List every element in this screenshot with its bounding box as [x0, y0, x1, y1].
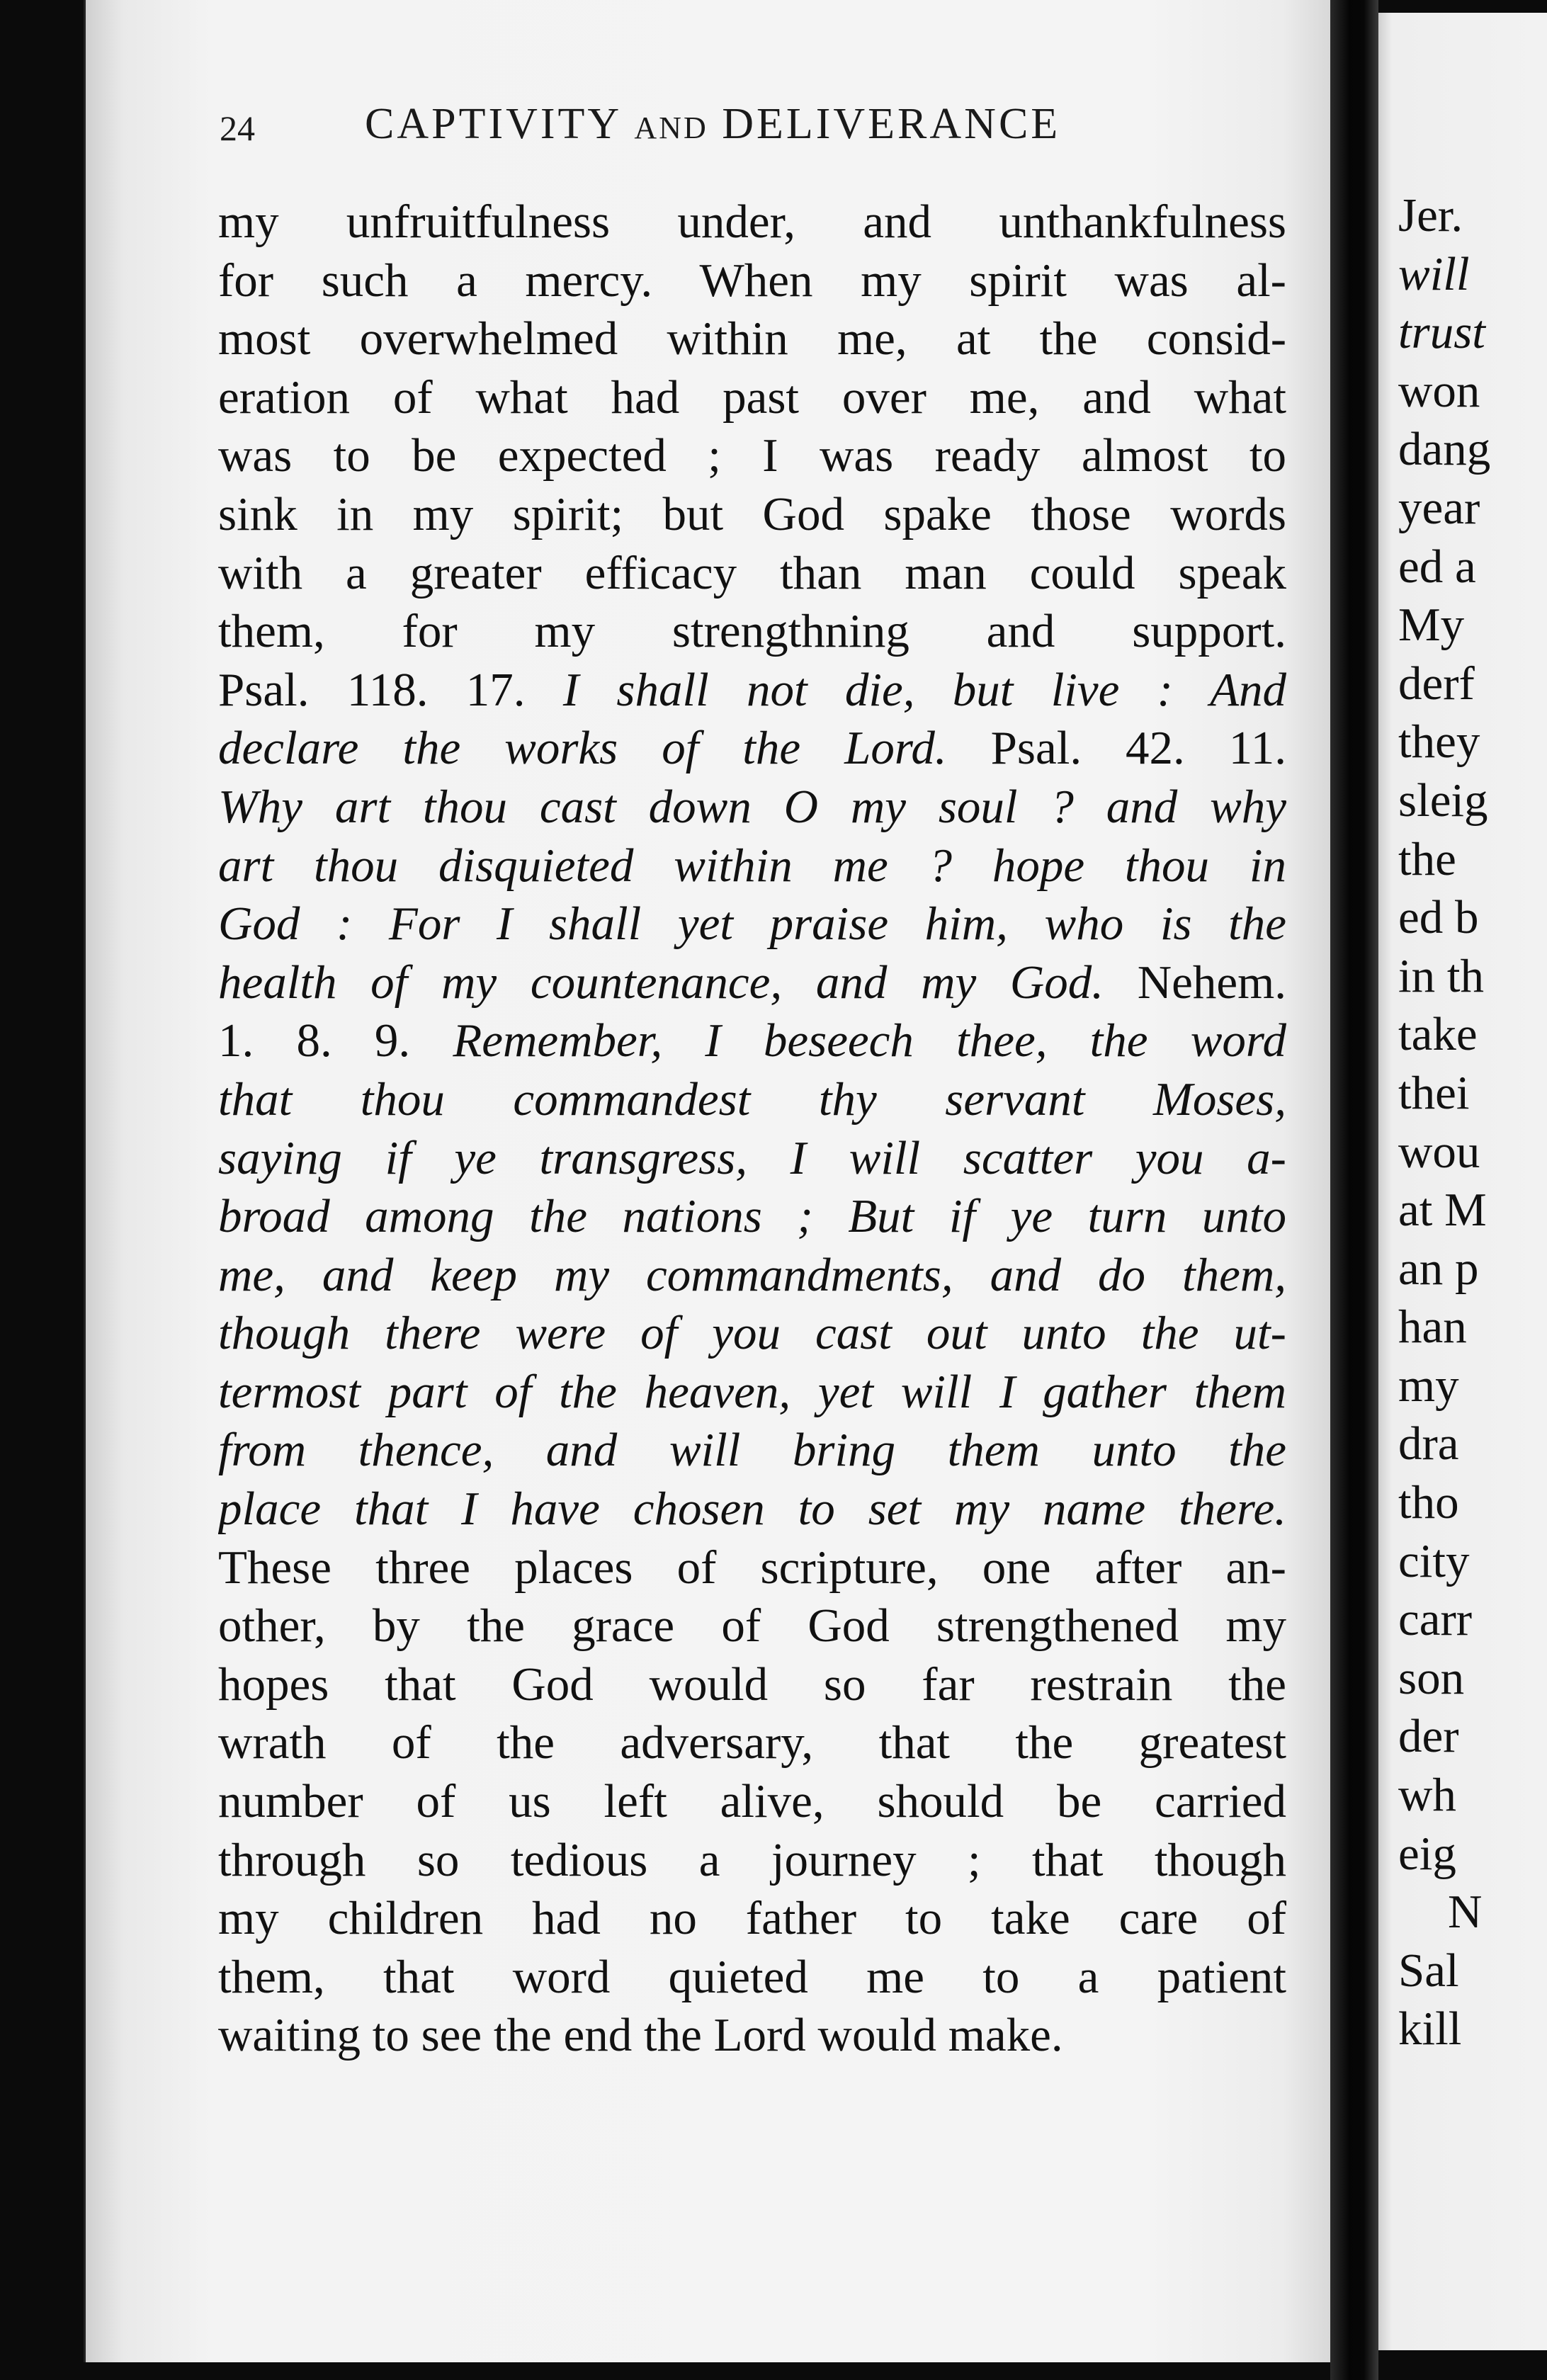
italic-text: art thou disquieted within me ? hope thou in	[218, 839, 1286, 892]
right-text-line	[1398, 1181, 1547, 1240]
right-text-line	[1398, 1883, 1547, 1942]
right-text-line	[1398, 771, 1547, 830]
text-line	[218, 1070, 1286, 1129]
text-line	[218, 251, 1286, 310]
italic-text: though there were of you cast out unto the ut-	[218, 1307, 1286, 1360]
right-text-fragment: sleig	[1398, 774, 1488, 827]
right-text-fragment: wh	[1398, 1769, 1456, 1822]
roman-text: them, that word quieted me to a patient	[218, 1950, 1286, 2003]
italic-text: I shall not die, but live : And	[562, 663, 1286, 716]
right-text-line	[1398, 888, 1547, 947]
right-text-fragment: city	[1398, 1534, 1470, 1587]
roman-text: other, by the grace of God strengthened my	[218, 1599, 1286, 1653]
text-line	[218, 1889, 1286, 1948]
italic-text: declare the works of the Lord.	[218, 722, 947, 775]
right-text-line	[1398, 1123, 1547, 1182]
roman-text: sink in my spirit; but God spake those words	[218, 487, 1286, 540]
right-text-fragment: in th	[1398, 949, 1484, 1002]
right-text-fragment: the	[1398, 832, 1456, 885]
right-text-line	[1398, 654, 1547, 713]
text-line	[218, 1538, 1286, 1597]
roman-text: These three places of scripture, one after an-	[218, 1541, 1286, 1594]
right-text-fragment: take	[1398, 1008, 1478, 1061]
right-text-fragment: my	[1398, 1359, 1459, 1412]
right-text-line	[1398, 1240, 1547, 1298]
right-text-fragment: kill	[1398, 2002, 1462, 2056]
right-text-fragment: an p	[1398, 1242, 1479, 1295]
right-text-fragment: ed b	[1398, 891, 1479, 944]
roman-text: hopes that God would so far restrain the	[218, 1658, 1286, 1711]
italic-text: Remember, I beseech thee, the word	[453, 1014, 1286, 1067]
text-line	[218, 953, 1286, 1012]
right-text-line	[1398, 1356, 1547, 1415]
italic-text: from thence, and will bring them unto the	[218, 1424, 1286, 1477]
right-text-line	[1398, 538, 1547, 596]
right-text-line	[1398, 1005, 1547, 1064]
right-text-line	[1398, 1298, 1547, 1356]
right-text-fragment: wou	[1398, 1125, 1480, 1178]
right-text-fragment: dang	[1398, 423, 1491, 476]
italic-text: place that I have chosen to set my name there.	[218, 1483, 1286, 1536]
roman-text: my children had no father to take care of	[218, 1892, 1286, 1945]
right-text-fragment: Jer.	[1398, 189, 1463, 242]
roman-text: waiting to see the end the Lord would make.	[218, 2009, 1063, 2062]
italic-text: Why art thou cast down O my soul ? and why	[218, 780, 1286, 833]
roman-text: was to be expected ; I was ready almost to	[218, 429, 1286, 482]
text-line	[218, 1948, 1286, 2007]
text-line	[218, 485, 1286, 544]
right-text-line	[1398, 1649, 1547, 1708]
right-text-fragment: ed a	[1398, 540, 1476, 593]
right-text-line	[1398, 1532, 1547, 1591]
text-line	[218, 719, 1286, 778]
text-line	[218, 661, 1286, 720]
text-line	[218, 1129, 1286, 1188]
roman-text: them, for my strengthning and support.	[218, 605, 1286, 658]
text-line	[218, 837, 1286, 895]
text-line	[218, 1772, 1286, 1831]
right-text-line	[1398, 1590, 1547, 1649]
text-line	[218, 2006, 1286, 2065]
right-text-line	[1398, 479, 1547, 538]
text-line	[218, 1597, 1286, 1655]
text-line	[218, 1246, 1286, 1305]
running-head-deliverance: DELIVERANCE	[722, 100, 1061, 148]
text-line	[218, 544, 1286, 603]
text-line	[218, 426, 1286, 485]
text-line	[218, 310, 1286, 368]
right-text-line	[1398, 420, 1547, 479]
roman-text: my unfruitfulness under, and unthankfulness	[218, 196, 1286, 248]
running-head	[365, 99, 1060, 149]
text-line	[218, 602, 1286, 661]
right-text-line	[1398, 362, 1547, 421]
text-line	[218, 778, 1286, 837]
italic-text: termost part of the heaven, yet will I gather them	[218, 1365, 1286, 1418]
right-text-fragment: tho	[1398, 1476, 1459, 1529]
right-text-line	[1398, 2000, 1547, 2058]
right-text-line	[1398, 830, 1547, 889]
text-line	[218, 895, 1286, 953]
text-line	[218, 1421, 1286, 1480]
right-text-fragment: thei	[1398, 1066, 1470, 1119]
roman-text: wrath of the adversary, that the greatest	[218, 1716, 1286, 1769]
text-line	[218, 1363, 1286, 1422]
right-text-line	[1398, 1707, 1547, 1766]
right-text-line	[1398, 303, 1547, 362]
roman-text: most overwhelmed within me, at the consid-	[218, 312, 1286, 366]
text-line	[218, 1012, 1286, 1070]
right-text-fragment: son	[1398, 1651, 1465, 1704]
italic-text: broad among the nations ; But if ye turn unto	[218, 1190, 1286, 1243]
running-head-captivity: CAPTIVITY	[365, 100, 620, 148]
right-text-line	[1398, 1473, 1547, 1532]
right-text-fragment: han	[1398, 1300, 1467, 1354]
roman-text: 1. 8. 9.	[218, 1014, 453, 1067]
text-line	[218, 1304, 1286, 1363]
italic-text: saying if ye transgress, I will scatter you a-	[218, 1131, 1286, 1184]
right-text-fragment: der	[1398, 1710, 1459, 1763]
right-text-fragment: N	[1448, 1886, 1483, 1939]
body-text	[218, 193, 1286, 2065]
text-line	[218, 1713, 1286, 1772]
right-text-line	[1398, 1766, 1547, 1825]
roman-text: Nehem.	[1104, 956, 1286, 1009]
right-text-fragment: dra	[1398, 1417, 1459, 1470]
right-text-fragment: trust	[1398, 306, 1485, 359]
roman-text: eration of what had past over me, and what	[218, 370, 1286, 424]
text-line	[218, 1480, 1286, 1538]
roman-text: with a greater efficacy than man could speak	[218, 546, 1286, 599]
roman-text: for such a mercy. When my spirit was al-	[218, 254, 1286, 307]
roman-text: Psal. 118. 17.	[218, 663, 563, 716]
italic-text: that thou commandest thy servant Moses,	[218, 1072, 1286, 1126]
roman-text: Psal. 42. 11.	[946, 722, 1286, 775]
book-gutter	[1330, 0, 1378, 2380]
right-text-line	[1398, 1825, 1547, 1883]
right-text-line	[1398, 1942, 1547, 2000]
right-text-fragment: derf	[1398, 657, 1475, 710]
text-line	[218, 193, 1286, 251]
text-line	[218, 1655, 1286, 1714]
right-text-fragment: Sal	[1398, 1944, 1459, 1997]
right-text-line	[1398, 596, 1547, 654]
right-page	[1378, 13, 1547, 2350]
roman-text: number of us left alive, should be carried	[218, 1775, 1286, 1828]
right-text-fragment: will	[1398, 247, 1470, 300]
right-text-fragment: they	[1398, 715, 1480, 769]
italic-text: me, and keep my commandments, and do them,	[218, 1248, 1286, 1301]
italic-text: God : For I shall yet praise him, who is the	[218, 897, 1286, 951]
right-text-line	[1398, 1415, 1547, 1473]
right-text-line	[1398, 713, 1547, 771]
right-text-line	[1398, 186, 1547, 245]
right-text-line	[1398, 1064, 1547, 1123]
right-text-fragment: at M	[1398, 1184, 1487, 1237]
right-text-fragment: carr	[1398, 1593, 1473, 1646]
text-line	[218, 1187, 1286, 1246]
right-page-text	[1398, 186, 1547, 2058]
page-number: 24	[220, 108, 255, 148]
right-text-fragment: year	[1398, 481, 1480, 534]
right-text-fragment: My	[1398, 599, 1465, 652]
italic-text: health of my countenance, and my God.	[218, 956, 1104, 1009]
running-head-and: AND	[634, 110, 708, 145]
text-line	[218, 368, 1286, 427]
right-text-line	[1398, 947, 1547, 1006]
right-text-fragment: won	[1398, 364, 1480, 417]
right-text-fragment: eig	[1398, 1827, 1456, 1880]
right-text-line	[1398, 245, 1547, 304]
roman-text: through so tedious a journey ; that though	[218, 1833, 1286, 1886]
text-line	[218, 1831, 1286, 1890]
